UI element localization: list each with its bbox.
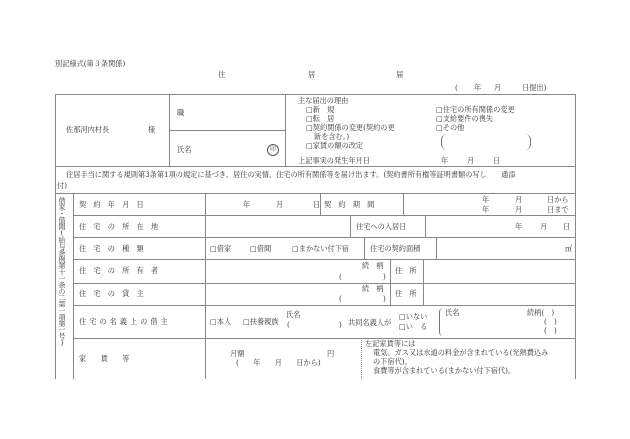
reason-label: 家賃の額の改定 [312,141,364,150]
form-reference: 別記様式(第３条関係) [55,59,126,68]
reason-label: その他 [442,123,465,132]
reason-label: 転 居 [312,114,335,123]
submission-day[interactable]: 日提出) [522,83,547,92]
type-option-rented-room[interactable]: □借間 [250,244,272,253]
owner-label: 住 宅 の 所 有 者 [79,266,159,275]
occurrence-day[interactable]: 日 [493,156,501,165]
nominal-name-close: ) [339,320,342,329]
lessor-rel-close: ) [383,294,386,303]
reason-contract-change-cont: 新を含む。) [314,132,350,141]
contract-date-month[interactable]: 月 [276,200,284,209]
side-category-label: 借家・借間(給与条例第十一条の二第一項第一号) [58,197,66,347]
table-left-border [55,94,56,379]
divider [350,215,351,237]
title-char-1: 住 [218,70,226,79]
divider [425,215,426,237]
contract-date-day[interactable]: 日 [313,200,321,209]
reason-label: 契約関係の変更(契約の更 [312,123,395,132]
period-from-year[interactable]: 年 [482,195,490,204]
job-label: 職 [177,108,185,117]
occurrence-label: 上記事実の発生年月日 [298,156,370,165]
reason-rent-revision[interactable] [306,142,363,149]
lessor-rel-open: ( [339,294,342,303]
checkbox[interactable]: □ [306,114,313,123]
divider [55,193,576,194]
divider [73,338,576,339]
lessor-label: 住 宅 の 貸 主 [79,289,144,298]
type-option-boarding[interactable]: □まかない付下宿 [292,244,350,253]
reason-relocation[interactable] [306,115,334,122]
occurrence-month[interactable]: 月 [467,156,475,165]
lessor-address-label: 住 所 [395,289,417,298]
period-from-month[interactable]: 月 [515,195,523,204]
joint-holder-label: 共同名義人が [348,318,392,327]
owner-rel-open: ( [339,272,342,281]
rent-since[interactable]: ( 年 月 日から) [236,358,321,367]
rent-label: 家 賃 等 [79,354,130,363]
checkbox[interactable]: □ [306,123,313,132]
reasons-heading: 主な届出の理由 [298,96,349,105]
monthly-rent-field[interactable] [255,345,325,357]
location-label: 住 宅 の 所 在 地 [79,222,159,231]
divider [73,193,74,379]
joint-rel-3[interactable]: ( ) [544,326,557,335]
checkbox[interactable]: □ [436,114,443,123]
period-from-day[interactable]: 日から [547,195,569,204]
title-char-3: 届 [396,70,404,79]
period-to-month[interactable]: 月 [515,205,523,214]
move-in-month[interactable]: 月 [540,222,548,231]
divider [285,94,286,166]
divider [320,193,321,215]
move-in-year[interactable]: 年 [515,222,523,231]
table-top-border [55,94,576,95]
nominal-option-dependent[interactable]: □扶養親族 [243,317,279,326]
reason-label: 住宅の所有関係の変更 [442,105,515,114]
divider [73,305,576,306]
divider [403,193,404,215]
submission-year[interactable]: 年 [474,83,482,92]
addressee-name: 佐那河内村長 [66,125,110,134]
divider [361,338,362,379]
divider [205,338,206,379]
location-field[interactable] [206,216,349,236]
rent-note-heading: 左記家賃等には [365,339,416,348]
reason-label: 新 規 [312,105,335,114]
other-reason-field[interactable] [441,134,531,150]
divider [55,166,576,167]
reason-eligibility-loss[interactable] [436,115,493,122]
notice-line-1: 住居手当に関する規則第3条第1項の規定に基づき、居住の実情、住宅の所有関係等を届け出ます。(契約書所有権等証明書類の写し 通添 [66,170,516,179]
divider [364,237,365,259]
joint-rel-2[interactable]: ( ) [544,317,557,326]
notice-line-2: 付) [57,181,67,190]
nominal-borrower-label: 住宅の名義上の借主 [79,317,171,326]
occurrence-year[interactable]: 年 [441,156,449,165]
nominal-name-open: ( [287,320,290,329]
move-in-day[interactable]: 日 [563,222,571,231]
monthly-rent-label: 月額 [230,349,245,358]
joint-option-none[interactable]: □いない [399,312,428,321]
move-in-label: 住宅への入居日 [356,222,407,231]
area-unit: ㎡ [565,244,573,253]
yen-unit: 円 [327,349,335,358]
name-label: 氏名 [177,145,192,154]
nominal-option-self[interactable]: □本人 [210,317,232,326]
owner-address-label: 住 所 [395,266,417,275]
rent-note-meals: 食費等が含まれている(まかない付下宿代)。 [373,366,516,375]
checkbox[interactable]: □ [436,105,443,114]
divider [423,259,424,305]
rent-note-utilities-cont: の下宿代)。 [373,357,412,366]
contract-period-label: 契 約 期 間 [324,200,375,209]
joint-rel-1[interactable]: 続柄( ) [527,308,555,317]
checkbox[interactable]: □ [436,123,443,132]
contract-date-label: 契 約 年 月 日 [79,200,144,209]
owner-rel-label: 続 柄 [362,261,384,270]
submission-month[interactable]: 月 [494,83,502,92]
divider [169,130,285,131]
submission-open: ( [455,83,458,92]
contract-area-label: 住宅の契約面積 [370,244,421,253]
title-char-2: 居 [308,70,316,79]
seal-mark: 印 [267,144,279,156]
checkbox[interactable]: □ [306,141,313,150]
reason-contract-change[interactable] [306,124,395,131]
reason-other[interactable] [436,124,464,131]
reason-new[interactable] [306,106,334,113]
divider [73,237,576,238]
type-option-rented-house[interactable]: □借家 [210,244,232,253]
nominal-name-label: 氏名 [286,310,301,319]
divider [390,259,391,305]
addressee-honorific: 様 [148,125,156,134]
checkbox[interactable]: □ [306,105,313,114]
joint-name-label: 氏名 [445,308,460,317]
housing-type-label: 住 宅 の 種 類 [79,244,144,253]
owner-rel-close: ) [383,272,386,281]
joint-option-exists[interactable]: □い る [399,322,428,331]
reason-ownership-change[interactable] [436,106,515,113]
rent-note-utilities: 電気、ガス又は水道の料金が含まれている(光熱費込み [373,348,549,357]
contract-date-year[interactable]: 年 [243,200,251,209]
period-to-day[interactable]: 日まで [547,205,569,214]
reason-label: 支給要件の喪失 [442,114,494,123]
divider [436,237,437,259]
period-to-year[interactable]: 年 [482,205,490,214]
lessor-rel-label: 続 柄 [362,284,384,293]
